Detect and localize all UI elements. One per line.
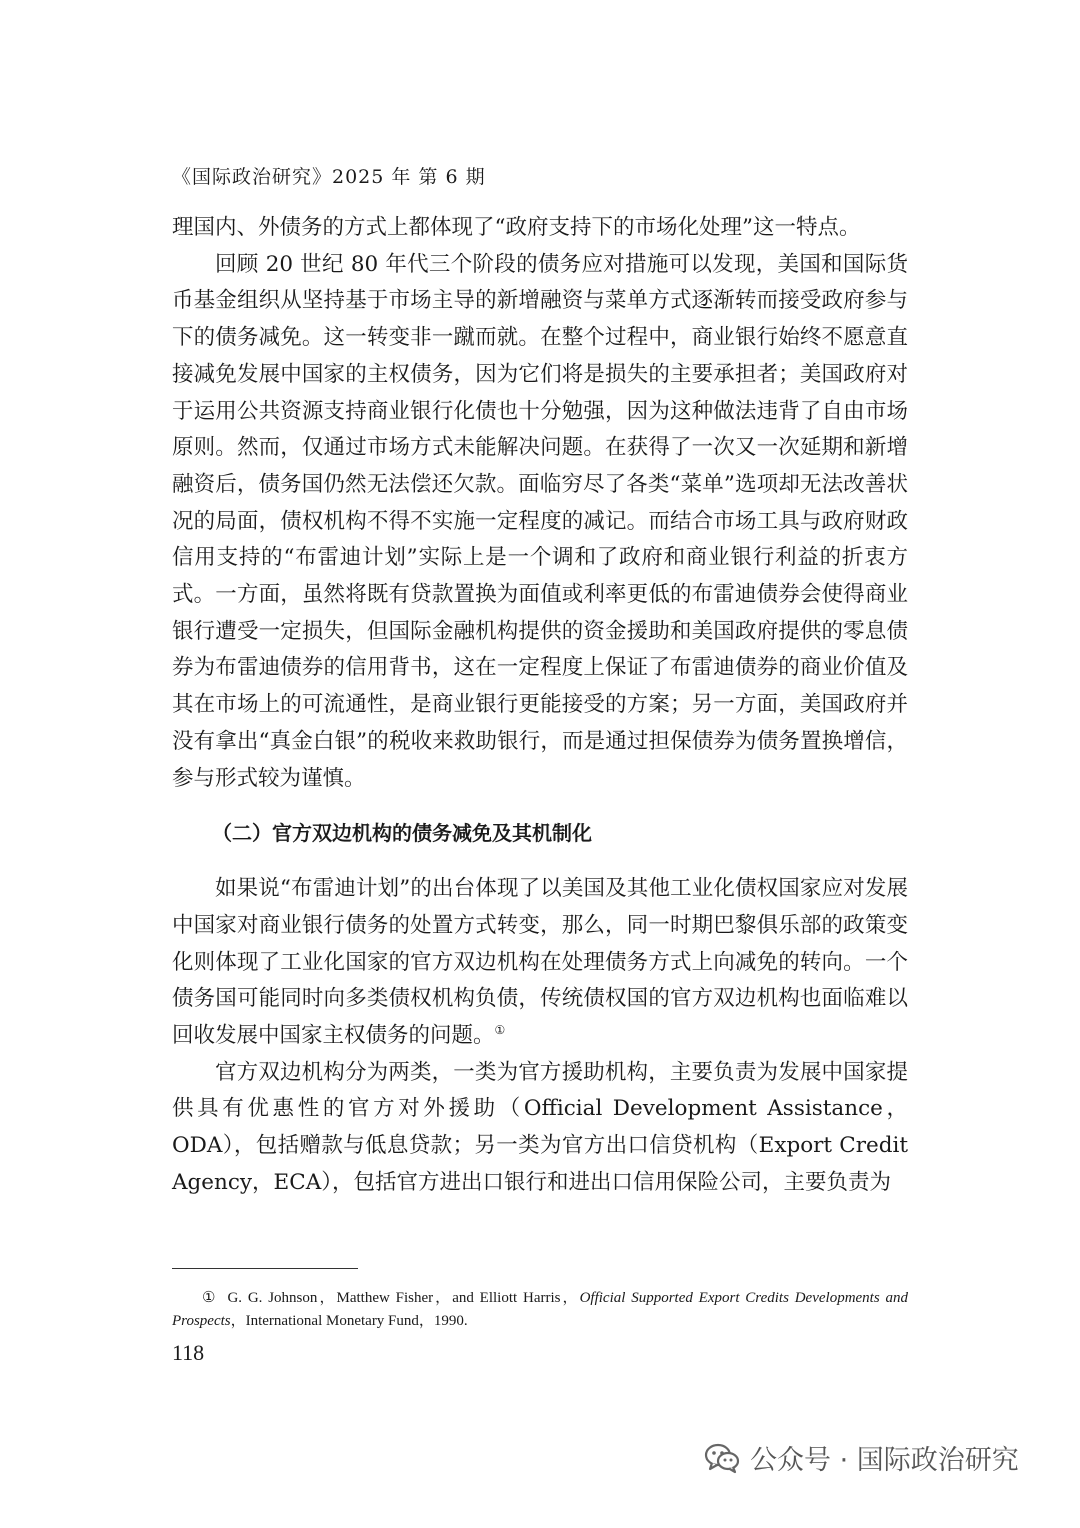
- paragraph-brady-text: 如果说“布雷迪计划”的出台体现了以美国及其他工业化债权国家应对发展中国家对商业银行债务的处置方式转变，那么，同一时期巴黎俱乐部的政策变化则体现了工业化国家的官方双边机构在处理债务方式上向减免的转向。一个债务国可能同时向多类债权机构负债，传统债权国的官方双边机构也面临难以回收发展中国家主权债务的问题。: [172, 876, 908, 1049]
- footnote: [172, 1287, 908, 1333]
- footnote-authors: G. G. Johnson，Matthew Fisher，and Elliott Harris，: [227, 1290, 580, 1306]
- running-header: 《国际政治研究》2025 年 第 6 期: [172, 166, 486, 188]
- footnote-divider: [172, 1268, 358, 1269]
- paragraph-brady-plan: [172, 871, 908, 1055]
- paragraph-review: 回顾 20 世纪 80 年代三个阶段的债务应对措施可以发现，美国和国际货币基金组织从坚持基于市场主导的新增融资与菜单方式逐渐转而接受政府参与下的债务减免。这一转变非一蹴而就。在整个过程中，商业银行始终不愿意直接减免发展中国家的主权债务，因为它们将是损失的主要承担者；美国政府对于运用公共资源支持商业银行化债也十分勉强，因为这种做法违背了自由市场原则。然而，仅通过市场方式未能解决问题。在获得了一次又一次延期和新增融资后，债务国仍然无法偿还欠款。面临穷尽了各类“菜单”选项却无法改善状况的局面，债权机构不得不实施一定程度的减记。而结合市场工具与政府财政信用支持的“布雷迪计划”实际上是一个调和了政府和商业银行利益的折衷方式。一方面，虽然将既有贷款置换为面值或利率更低的布雷迪债券会使得商业银行遭受一定损失，但国际金融机构提供的资金援助和美国政府提供的零息债券为布雷迪债券的信用背书，这在一定程度上保证了布雷迪债券的商业价值及其在市场上的可流通性，是商业银行更能接受的方案；另一方面，美国政府并没有拿出“真金白银”的税收来救助银行，而是通过担保债券为债务置换增信，参与形式较为谨慎。: [172, 251, 908, 791]
- watermark: [704, 1438, 1019, 1477]
- wechat-icon: [704, 1442, 740, 1474]
- footnote-title: Official Supported Export Credits Developments and Prospects: [172, 1290, 908, 1329]
- footnote-marker: ①: [202, 1290, 216, 1306]
- footnote-publisher: ，International Monetary Fund，1990.: [230, 1313, 468, 1329]
- paragraph-continuation: 理国内、外债务的方式上都体现了“政府支持下的市场化处理”这一特点。: [172, 215, 861, 240]
- page-number: 118: [172, 1340, 205, 1365]
- paragraph-official-agencies: 官方双边机构分为两类，一类为官方援助机构，主要负责为发展中国家提供具有优惠性的官方对外援助（Official Development Assistance，ODA），包括赠款与低息贷款；另一类为官方出口信贷机构（Export Credit Agency，ECA），包括官方进出口银行和进出口信用保险公司，主要负责为: [172, 1059, 908, 1195]
- article-body: [172, 210, 908, 1202]
- footnote-reference[interactable]: ①: [494, 1022, 506, 1037]
- section-heading: （二）官方双边机构的债务减免及其机制化: [212, 821, 592, 846]
- watermark-text: 公众号 · 国际政治研究: [750, 1445, 1019, 1476]
